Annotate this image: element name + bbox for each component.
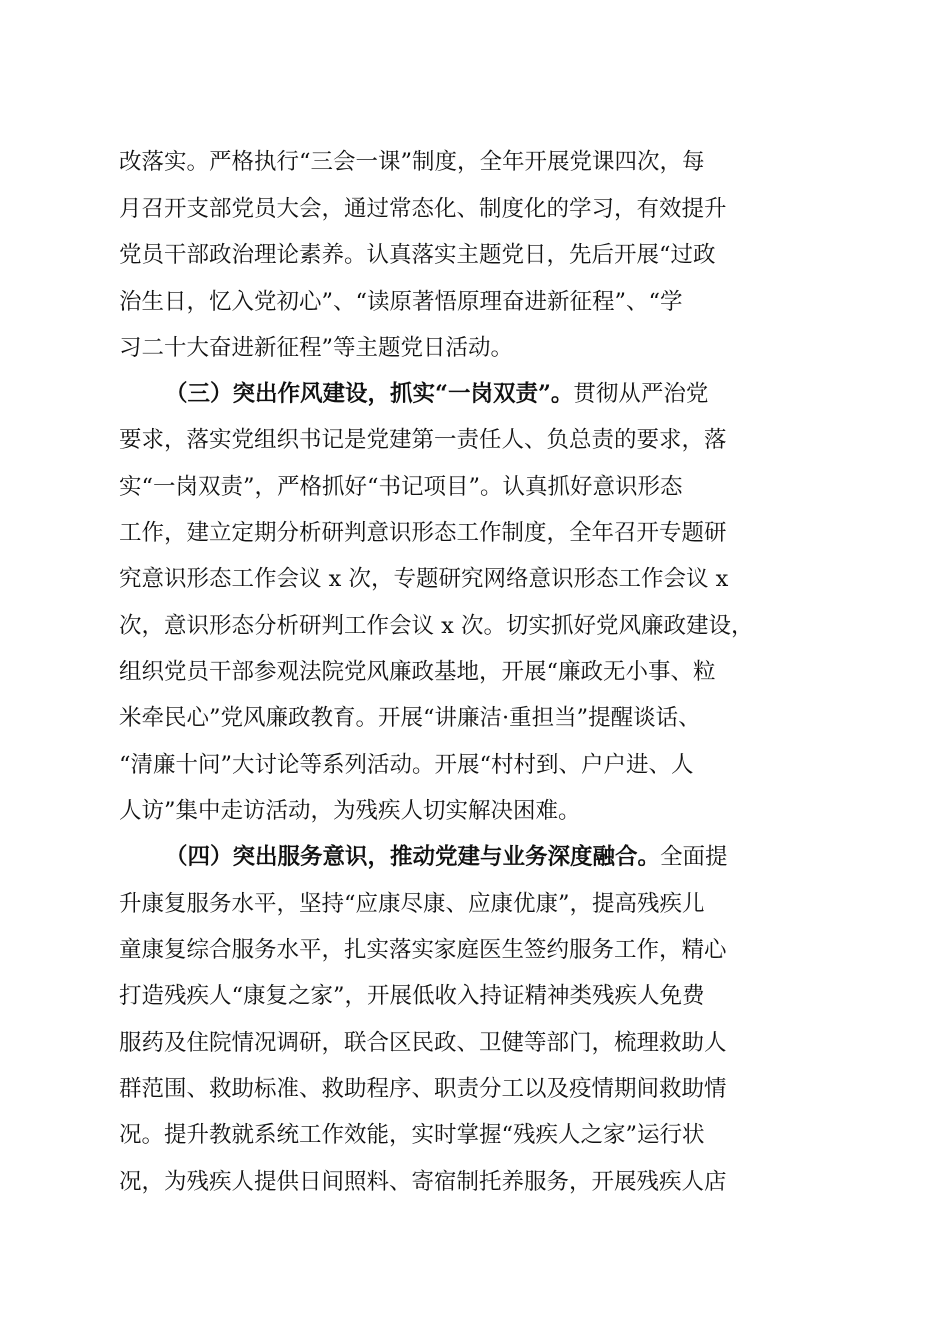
section-three-lead-text: 贯彻从严治党 (573, 381, 709, 407)
body-text-line: 改落实。严格执行“三会一课”制度，全年开展党课四次，每 (119, 149, 705, 175)
body-text-line: 米牵民心”党风廉政教育。开展“讲廉洁·重担当”提醒谈话、 (119, 705, 701, 731)
body-text-line: 童康复综合服务水平，扎实落实家庭医生签约服务工作，精心 (119, 937, 727, 963)
body-text-line: 人访”集中走访活动，为残疾人切实解决困难。 (119, 798, 581, 824)
section-four-heading: （四）突出服务意识，推动党建与业务深度融合。 (165, 844, 661, 870)
body-text-line: 升康复服务水平，坚持“应康尽康、应康优康”，提高残疾儿 (119, 891, 705, 917)
body-text-line: 习二十大奋进新征程”等主题党日活动。 (119, 335, 514, 361)
body-text-line: 党员干部政治理论素养。认真落实主题党日，先后开展“过政 (119, 242, 716, 268)
body-text-line: 实“一岗双责”，严格抓好“书记项目”。认真抓好意识形态 (119, 474, 683, 500)
section-four-paragraph-start (165, 840, 728, 874)
body-text-line: 打造残疾人“康复之家”，开展低收入持证精神类残疾人免费 (119, 983, 705, 1009)
body-text-line: 服药及住院情况调研，联合区民政、卫健等部门，梳理救助人 (119, 1030, 727, 1056)
body-text-line: 况。提升教就系统工作效能，实时掌握“残疾人之家”运行状 (119, 1122, 705, 1148)
body-text-line: 群范围、救助标准、救助程序、职责分工以及疫情期间救助情 (119, 1076, 727, 1102)
body-text-line: “清廉十问”大讨论等系列活动。开展“村村到、户户进、人 (119, 752, 694, 778)
section-three-paragraph-start (165, 377, 708, 411)
body-text-line: 要求，落实党组织书记是党建第一责任人、负总责的要求，落 (119, 427, 727, 453)
body-text-line: 治生日，忆入党初心”、“读原著悟原理奋进新征程”、“学 (119, 289, 683, 315)
body-text-line: 况，为残疾人提供日间照料、寄宿制托养服务，开展残疾人店 (119, 1169, 727, 1195)
body-text-line: 究意识形态工作会议 x 次，专题研究网络意识形态工作会议 x (119, 566, 729, 592)
body-text-line: 月召开支部党员大会，通过常态化、制度化的学习，有效提升 (119, 196, 727, 222)
section-four-lead-text: 全面提 (660, 844, 728, 870)
section-three-heading: （三）突出作风建设，抓实“一岗双责”。 (165, 381, 574, 407)
body-text-line: 组织党员干部参观法院党风廉政基地，开展“廉政无小事、粒 (119, 659, 716, 685)
body-text-line: 工作，建立定期分析研判意识形态工作制度，全年召开专题研 (119, 520, 727, 546)
body-text-line: 次，意识形态分析研判工作会议 x 次。切实抓好党风廉政建设， (119, 613, 754, 639)
